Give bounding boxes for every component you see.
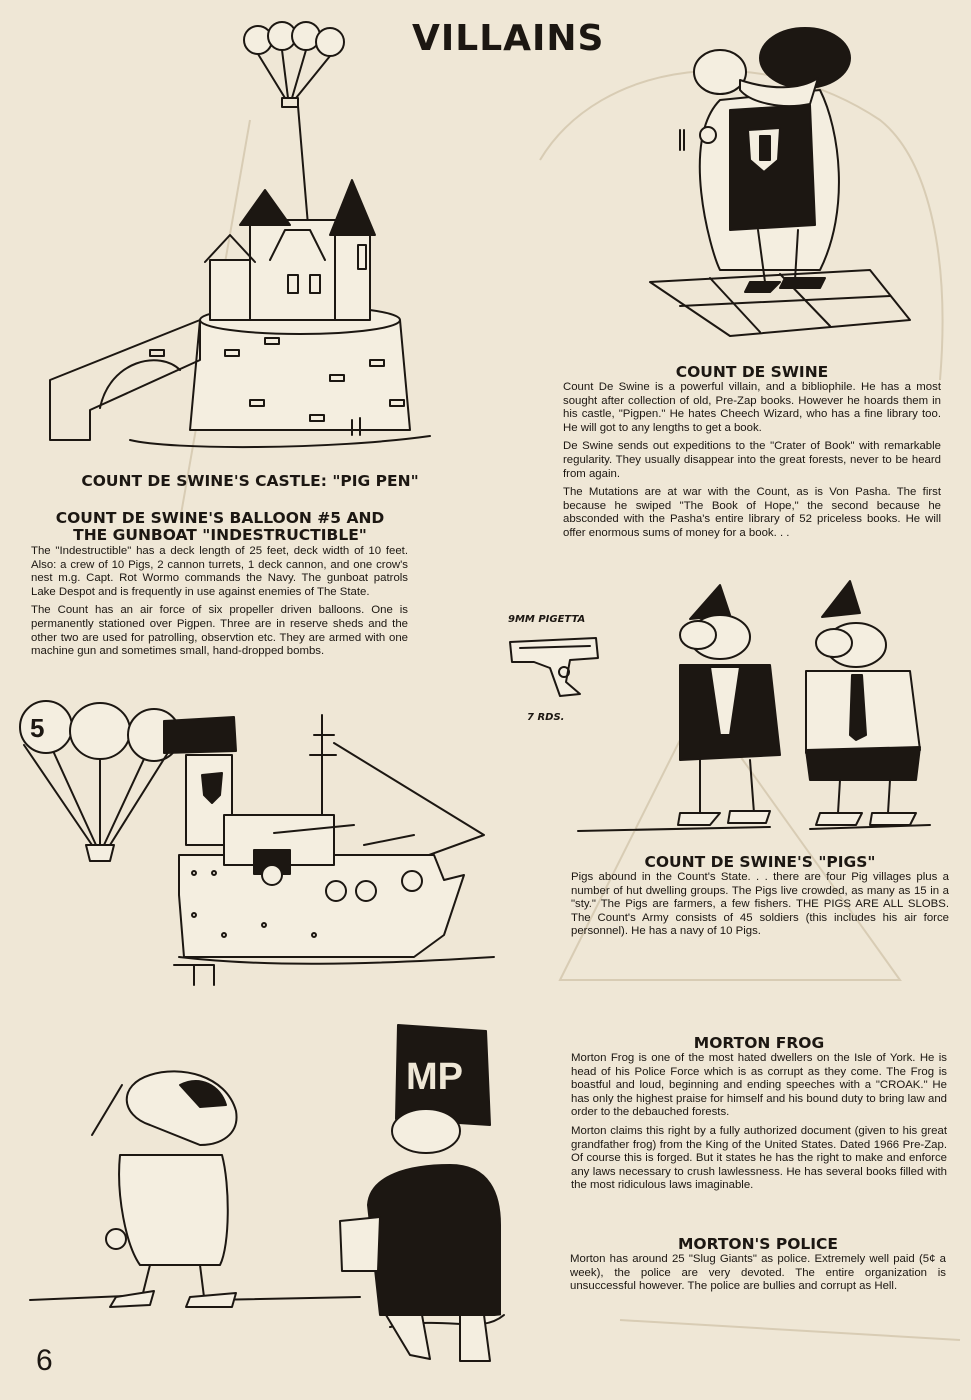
pig-left	[678, 585, 780, 825]
morton-frog	[92, 1071, 237, 1307]
paragraph: De Swine sends out expeditions to the "Crater of Book" with remarkable regularity. They usually disappear into the great forests, never to be heard from again.	[563, 440, 941, 480]
pistol-label: 9MM PIGETTA	[508, 614, 586, 625]
balloon-gunboat-illustration	[14, 695, 504, 1005]
pistol-rounds: 7 RDS.	[527, 712, 565, 723]
castle-balloon	[244, 22, 344, 225]
paragraph: The Count has an air force of six propeller driven balloons. One is permanently stationed over Pigpen. Three are in reserve sheds and the other two are used for patrolling, observtion etc. They are armed with one machine gun and sometimes small, hand-dropped bombs.	[31, 604, 408, 658]
castle-heading: COUNT DE SWINE'S CASTLE: "PIG PEN"	[81, 472, 419, 490]
paragraph: The Mutations are at war with the Count, as is Von Pasha. The first because he swiped "The Book of Hope," the second because he absconded with the Pasha's entire library of 52 priceless books. He will offer enormous sums of money for a book. . .	[563, 486, 941, 539]
paragraph: Morton has around 25 "Slug Giants" as police. Extremely well paid (5¢ a week), the police are very devoted. The entire organization is unsuccessful however. The police are bullies and corrupt as Hell.	[570, 1253, 946, 1293]
balloon-number: 5	[30, 713, 45, 743]
page-number: 6	[36, 1344, 53, 1377]
mortons-police-heading: MORTON'S POLICE	[677, 1235, 838, 1253]
count-de-swine-heading: COUNT DE SWINE	[675, 363, 829, 381]
morton-frog-text	[571, 1052, 947, 1198]
paragraph: Count De Swine is a powerful villain, and a bibliophile. He has a most sought after collection of old, Pre-Zap books. However he hoards them in his castle, "Pigpen." He hates Cheech Wizard, who has a fine library too. He will got to any lengths to get a book.	[563, 381, 941, 434]
balloon-gunboat-heading-line1: COUNT DE SWINE'S BALLOON #5 AND	[55, 509, 385, 527]
paragraph: Morton Frog is one of the most hated dwellers on the Isle of York. He is head of his Police Force which is as corrupt as they come. The Frog is boastful and loud, beginning and ending speeches with a "CROAK." He has only the highest praise for himself and his bound duty to bring law and order to the debauched forests.	[571, 1052, 947, 1119]
mp-police	[340, 1025, 504, 1361]
page-title: VILLAINS	[412, 18, 605, 59]
balloon-gunboat-heading-line2: THE GUNBOAT "INDESTRUCTIBLE"	[73, 526, 367, 544]
morton-frog-and-police-illustration	[30, 1015, 530, 1375]
pigs-illustration	[570, 575, 950, 835]
balloon-five	[20, 701, 180, 861]
paragraph: Pigs abound in the Count's State. . . there are four Pig villages plus a number of hut dwelling groups. The Pigs live crowded, as many as 15 in a "sty." The Pigs are farmers, a few fishers. THE PIGS ARE ALL SLOBS. The Count's Army consists of 45 soldiers (this includes his air force personnel). He has a navy of 10 Pigs.	[571, 871, 949, 938]
paragraph: Morton claims this right by a fully authorized document (given to his great grandfather frog) from the King of the United States. Dated 1966 Pre-Zap. Of course this is forged. But it states he has the right to make and enforce any laws necessary to crush lawlessness. He has several books filled with the most ridiculous laws imaginable.	[571, 1124, 947, 1192]
paragraph: The "Indestructible" has a deck length of 25 feet, deck width of 10 feet. Also: a crew of 10 Pigs, 2 cannon turrets, 1 deck cannon, and one crow's nest m.g. Capt. Rot Wormo commands the Navy. The gunboat patrols Lake Despot and is frequently in use against enemies of The State.	[31, 545, 408, 598]
mp-hat-label: MP	[406, 1056, 463, 1098]
count-de-swine-text	[563, 381, 941, 546]
balloon-gunboat-text	[31, 545, 408, 664]
mortons-police-text	[570, 1253, 946, 1299]
pigs-text	[571, 871, 949, 944]
castle-illustration	[30, 20, 470, 470]
count-de-swine-illustration	[620, 20, 920, 350]
pig-right	[806, 581, 920, 825]
morton-frog-heading: MORTON FROG	[693, 1034, 825, 1052]
pigs-heading: COUNT DE SWINE'S "PIGS"	[644, 853, 876, 871]
